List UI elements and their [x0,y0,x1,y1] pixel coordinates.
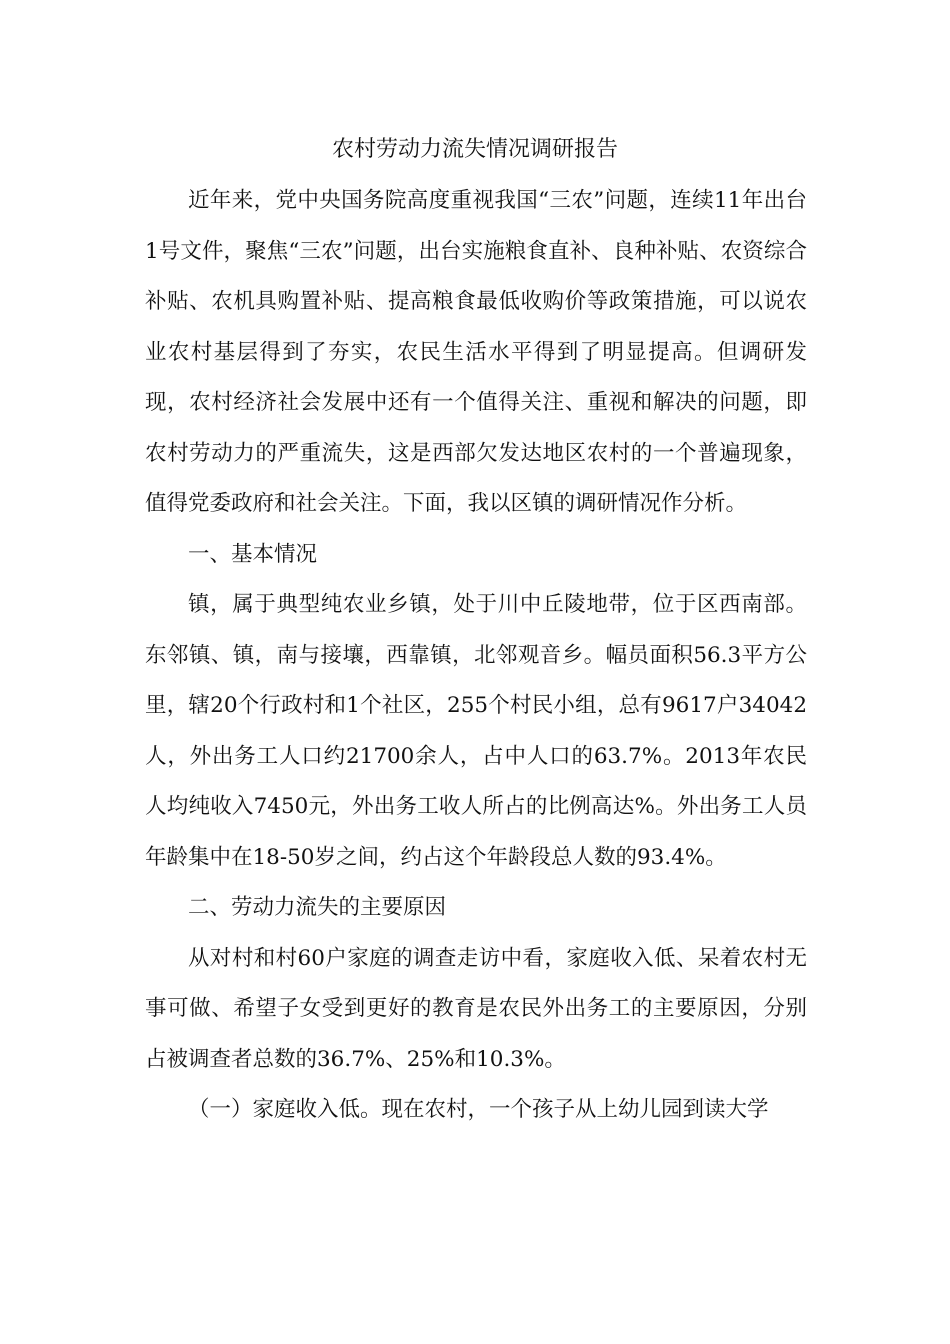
document-body [145,176,807,1136]
section-heading-basic-situation: 一、基本情况 [188,541,318,567]
paragraph-basic-situation: 镇，属于典型纯农业乡镇，处于川中丘陵地带，位于区西南部。东邻镇、镇，南与接壤，西靠镇，北邻观音乡。幅员面积56.3平方公里，辖20个行政村和1个社区，255个村民小组，总有9617户34042人，外出务工人口约21700余人，占中人口的63.7%。2013年农民人均纯收入7450元，外出务工收人所占的比例高达%。外出务工人员年龄集中在18-50岁之间，约占这个年龄段总人数的93.4%。 [145,592,807,870]
paragraph-low-income: （一）家庭收入低。现在农村，一个孩子从上幼儿园到读大学 [188,1097,769,1122]
paragraph-intro: 近年来，党中央国务院高度重视我国“三农”问题，连续11年出台1号文件，聚焦“三农”问题，出台实施粮食直补、良种补贴、农资综合补贴、农机具购置补贴、提高粮食最低收购价等政策措施，可以说农业农村基层得到了夯实，农民生活水平得到了明显提高。但调研发现，农村经济社会发展中还有一个值得关注、重视和解决的问题，即农村劳动力的严重流失，这是西部欠发达地区农村的一个普遍现象，值得党委政府和社会关注。下面，我以区镇的调研情况作分析。 [145,188,807,516]
section-heading-main-causes: 二、劳动力流失的主要原因 [188,895,447,920]
document-title: 农村劳动力流失情况调研报告 [331,137,618,162]
paragraph-survey-results: 从对村和村60户家庭的调查走访中看，家庭收入低、呆着农村无事可做、希望子女受到更好的教育是农民外出务工的主要原因，分别占被调查者总数的36.7%、25%和10.3%。 [145,945,807,1072]
